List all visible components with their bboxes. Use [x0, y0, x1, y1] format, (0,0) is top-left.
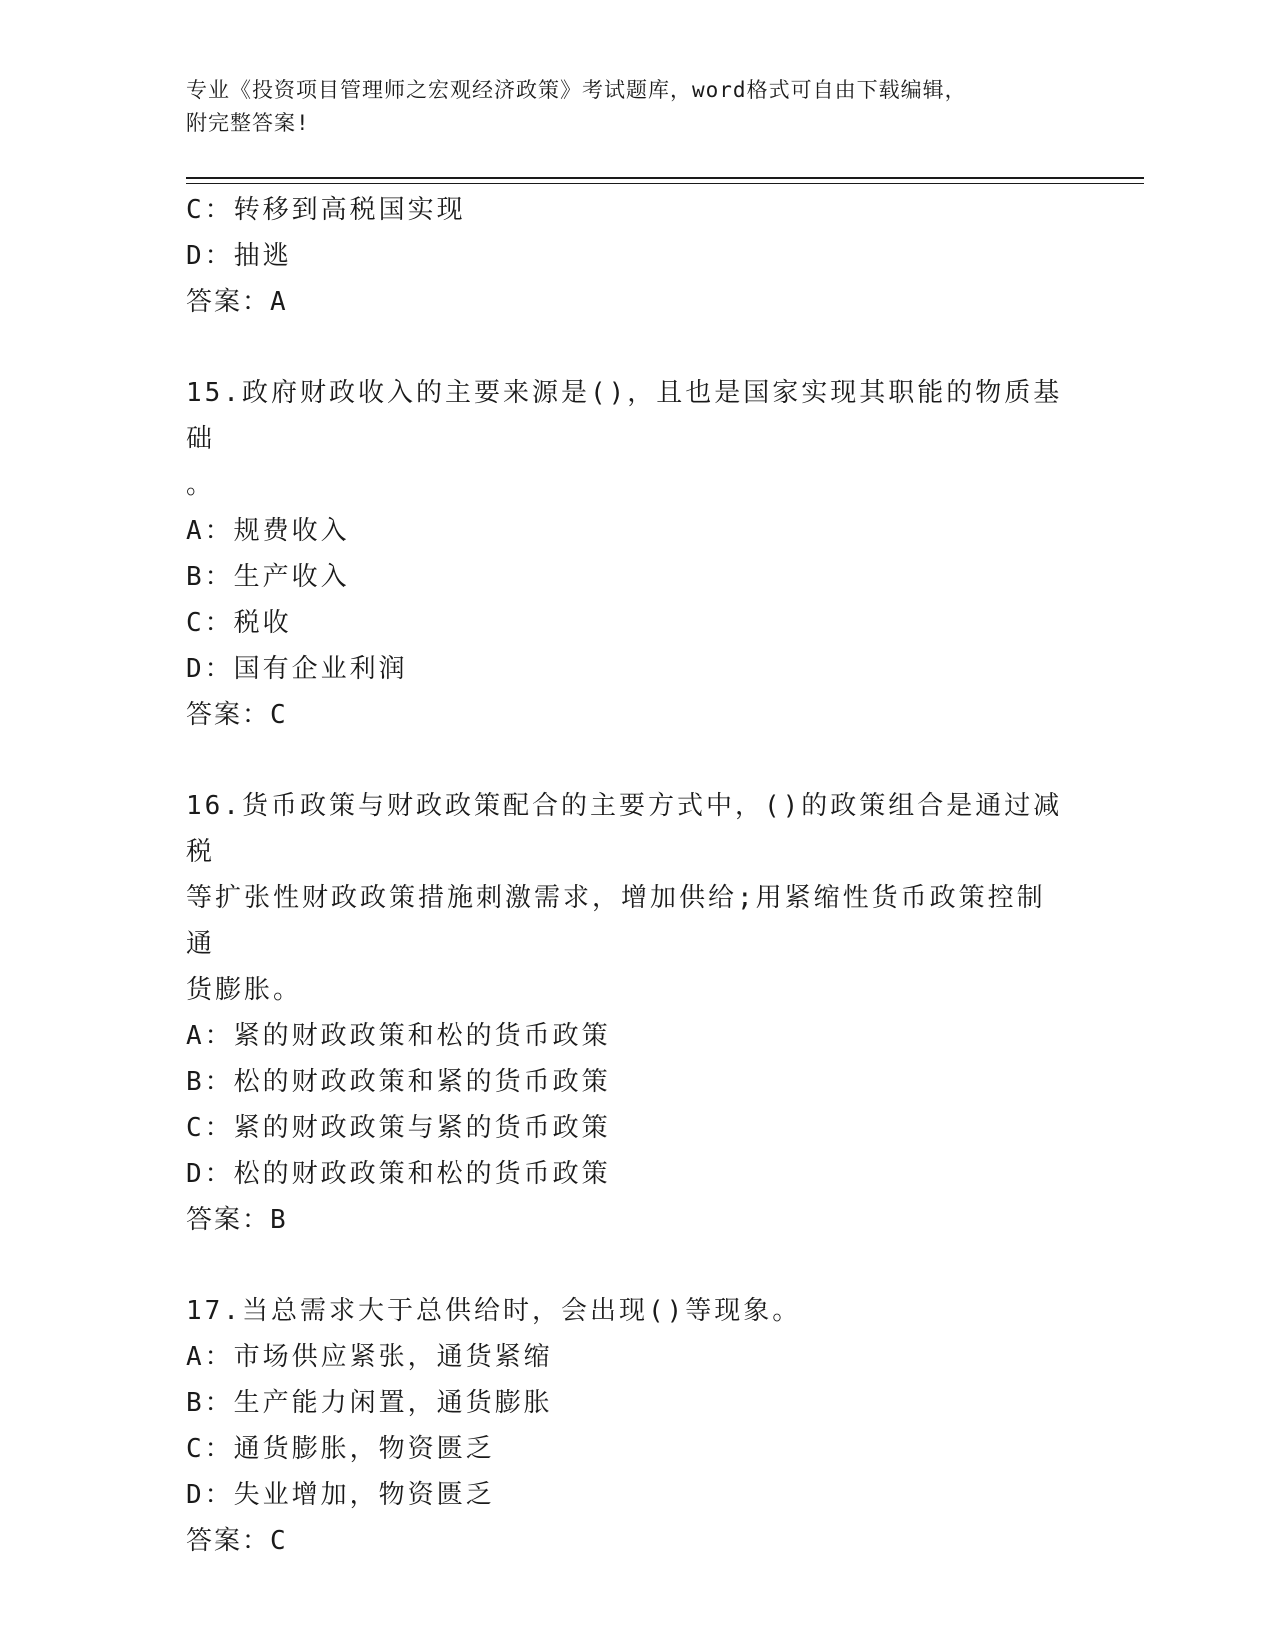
question-number: 15.	[186, 378, 242, 408]
question-number: 17.	[186, 1296, 242, 1326]
option-text: 国有企业利润	[233, 654, 408, 684]
answer-label: 答案：	[186, 700, 271, 730]
option-key: D	[186, 1480, 205, 1510]
answer-value: C	[270, 1526, 288, 1556]
option-key: D	[186, 241, 205, 271]
option-a: A：市场供应紧张，通货紧缩	[186, 1342, 553, 1372]
question-16	[186, 783, 1086, 1243]
option-a: A：紧的财政政策和松的货币政策	[186, 1021, 611, 1051]
stem-line: 政府财政收入的主要来源是()，且也是国家实现其职能的物质基础	[186, 378, 1063, 454]
question-stem	[186, 783, 1066, 875]
option-key: C	[186, 1113, 205, 1143]
answer-value: C	[270, 700, 288, 730]
option-text: 松的财政政策和紧的货币政策	[233, 1067, 611, 1097]
option-key: A	[186, 516, 205, 546]
option-c: C：税收	[186, 608, 292, 638]
question-stem	[186, 967, 1066, 1013]
option-key: B	[186, 562, 205, 592]
header-divider-thick	[186, 177, 1144, 179]
option-d: D：抽逃	[186, 241, 292, 271]
option-text: 紧的财政政策与紧的货币政策	[233, 1113, 611, 1143]
answer-value: B	[270, 1205, 288, 1235]
question-stem	[186, 462, 1066, 508]
option-key: A	[186, 1342, 205, 1372]
option-text: 税收	[233, 608, 292, 638]
question-number: 16.	[186, 791, 242, 821]
question-stem	[186, 1288, 1066, 1334]
question-15	[186, 370, 1086, 738]
option-key: D	[186, 1159, 205, 1189]
option-key: D	[186, 654, 205, 684]
spacer	[186, 1243, 1086, 1288]
option-c: C：通货膨胀，物资匮乏	[186, 1434, 495, 1464]
option-text: 抽逃	[233, 241, 292, 271]
answer-label: 答案：	[186, 287, 271, 317]
spacer	[186, 738, 1086, 783]
stem-line: 货膨胀。	[186, 975, 303, 1005]
option-text: 失业增加，物资匮乏	[233, 1480, 495, 1510]
question-stem	[186, 875, 1066, 967]
stem-line: 等扩张性财政政策措施刺激需求，增加供给;用紧缩性货币政策控制通	[186, 883, 1046, 959]
option-d: D：失业增加，物资匮乏	[186, 1480, 495, 1510]
spacer	[186, 325, 1086, 370]
question-stem	[186, 370, 1066, 462]
header-line-1: 专业《投资项目管理师之宏观经济政策》考试题库，word格式可自由下载编辑，	[186, 78, 967, 102]
option-a: A：规费收入	[186, 516, 350, 546]
stem-line: 当总需求大于总供给时，会出现()等现象。	[241, 1296, 802, 1326]
option-d: D：国有企业利润	[186, 654, 408, 684]
document-header	[186, 74, 1086, 140]
option-text: 松的财政政策和松的货币政策	[233, 1159, 611, 1189]
option-key: C	[186, 195, 205, 225]
answer-line	[186, 1197, 1086, 1243]
answer-label: 答案：	[186, 1205, 271, 1235]
option-key: B	[186, 1067, 205, 1097]
option-text: 转移到高税国实现	[233, 195, 466, 225]
option-key: C	[186, 1434, 205, 1464]
option-text: 生产收入	[233, 562, 350, 592]
answer-line	[186, 692, 1086, 738]
question-14-continued	[186, 187, 1086, 325]
option-key: A	[186, 1021, 205, 1051]
option-text: 紧的财政政策和松的货币政策	[233, 1021, 611, 1051]
answer-value: A	[270, 287, 288, 317]
stem-line: 货币政策与财政政策配合的主要方式中，()的政策组合是通过减税	[186, 791, 1063, 867]
header-divider-thin	[186, 183, 1144, 184]
option-c: C：紧的财政政策与紧的货币政策	[186, 1113, 611, 1143]
option-c: C：转移到高税国实现	[186, 195, 466, 225]
option-key: B	[186, 1388, 205, 1418]
option-text: 生产能力闲置，通货膨胀	[233, 1388, 553, 1418]
option-text: 规费收入	[233, 516, 350, 546]
stem-line: 。	[186, 470, 216, 500]
question-list	[186, 187, 1086, 1564]
header-line-2: 附完整答案!	[186, 111, 310, 135]
option-b: B：松的财政政策和紧的货币政策	[186, 1067, 611, 1097]
option-text: 通货膨胀，物资匮乏	[233, 1434, 495, 1464]
answer-line	[186, 279, 1086, 325]
option-key: C	[186, 608, 205, 638]
option-b: B：生产能力闲置，通货膨胀	[186, 1388, 553, 1418]
option-d: D：松的财政政策和松的货币政策	[186, 1159, 611, 1189]
answer-label: 答案：	[186, 1526, 271, 1556]
answer-line	[186, 1518, 1086, 1564]
option-b: B：生产收入	[186, 562, 350, 592]
option-text: 市场供应紧张，通货紧缩	[233, 1342, 553, 1372]
question-17	[186, 1288, 1086, 1564]
